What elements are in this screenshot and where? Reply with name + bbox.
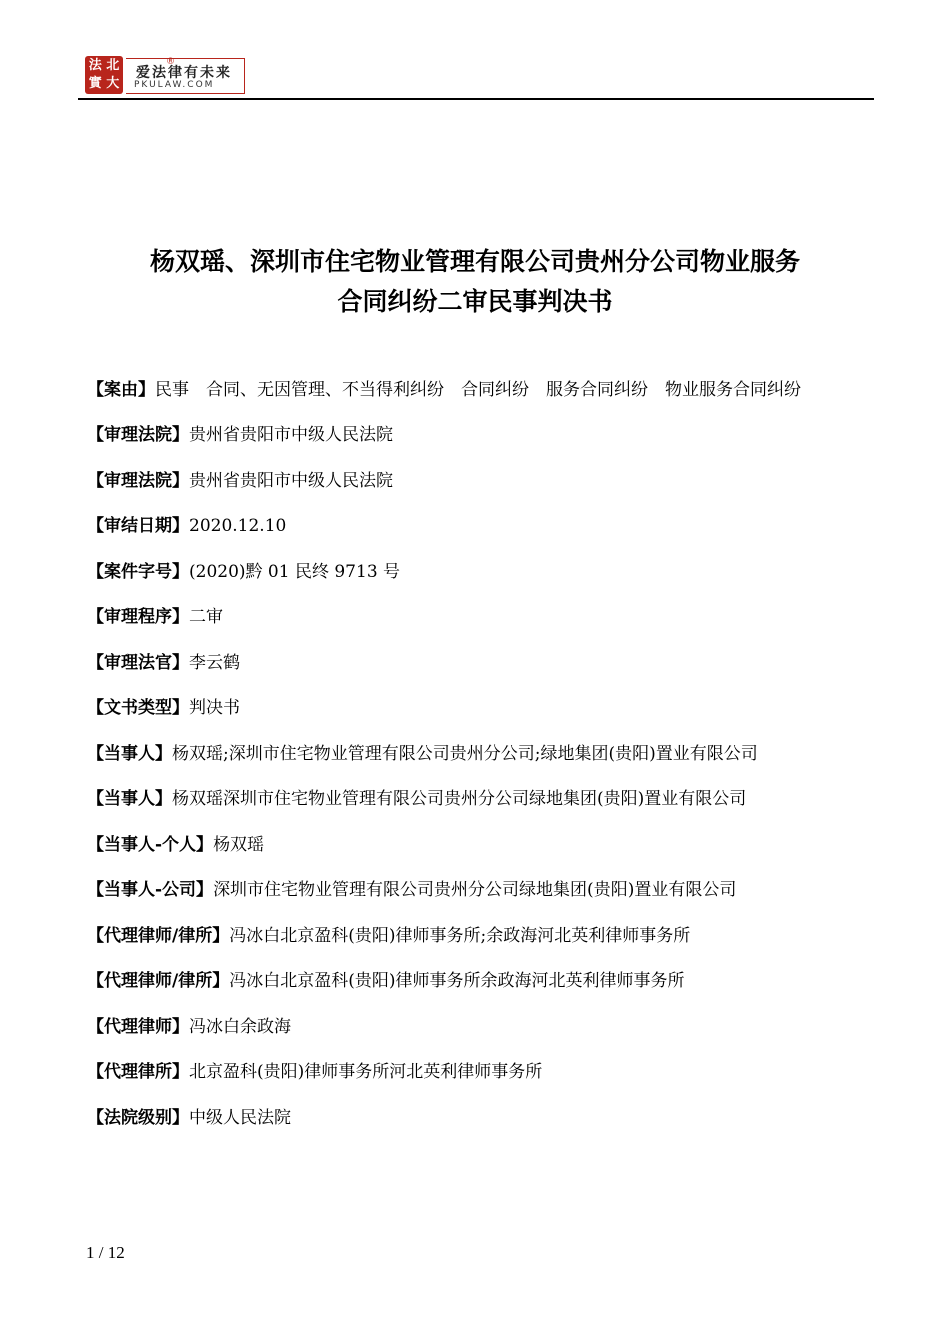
field-value: 贵州省贵阳市中级人民法院: [189, 470, 393, 491]
field-label: 【案由】: [87, 380, 155, 400]
field-lawyer-firm: [87, 914, 867, 960]
field-label: 【法院级别】: [87, 1107, 189, 1128]
pkulaw-seal-logo: [85, 56, 123, 94]
field-label: 【当事人】: [87, 789, 172, 809]
field-value: 二审: [189, 607, 223, 627]
page-header: [78, 54, 874, 100]
field-value: 杨双瑶: [213, 834, 265, 855]
metadata-fields: [87, 368, 867, 1141]
logo-domain: PKULAW.COM: [134, 80, 215, 90]
field-cause: [87, 368, 867, 413]
field-value: 杨双瑶;深圳市住宅物业管理有限公司贵州分公司;绿地集团(贵阳)置业有限公司: [172, 743, 758, 764]
field-label: 【当事人-公司】: [87, 880, 214, 900]
field-value: 贵州省贵阳市中级人民法院: [189, 425, 393, 445]
logo-char: 法: [88, 58, 102, 73]
field-label: 【当事人】: [87, 743, 172, 764]
field-label: 【审结日期】: [87, 516, 189, 536]
field-label: 【审理法院】: [87, 425, 189, 445]
field-procedure: [87, 595, 867, 641]
field-parties: [87, 732, 867, 778]
logo-slogan: 爱法律有未来: [136, 65, 232, 81]
field-value: 冯冰白余政海: [189, 1016, 291, 1037]
title-line-1: 杨双瑶、深圳市住宅物业管理有限公司贵州分公司物业服务: [149, 247, 800, 276]
field-value: 判决书: [189, 698, 240, 718]
logo-char: 實: [88, 75, 102, 91]
page-number: 1 / 12: [86, 1243, 125, 1262]
field-label: 【审理程序】: [87, 607, 189, 627]
field-party-company: [87, 868, 867, 914]
field-value: 北京盈科(贵阳)律师事务所河北英利律师事务所: [189, 1062, 543, 1082]
field-label: 【审理法官】: [87, 652, 189, 673]
field-lawyer: [87, 1005, 867, 1051]
field-court: [87, 459, 867, 505]
logo-char: 大: [106, 75, 120, 91]
field-label: 【案件字号】: [87, 561, 189, 582]
field-lawyer-firm: [87, 959, 867, 1005]
title-line-2: 合同纠纷二审民事判决书: [337, 287, 613, 316]
field-label: 【代理律师/律所】: [87, 971, 230, 991]
field-label: 【审理法院】: [87, 470, 189, 491]
registered-mark: ®: [166, 57, 175, 67]
field-value: 冯冰白北京盈科(贵阳)律师事务所余政海河北英利律师事务所: [229, 971, 685, 991]
field-value: 深圳市住宅物业管理有限公司贵州分公司绿地集团(贵阳)置业有限公司: [213, 880, 737, 900]
field-law-firm: [87, 1050, 867, 1096]
field-court-level: [87, 1096, 867, 1142]
field-value: (2020)黔 01 民终 9713 号: [189, 561, 401, 582]
logo-wordmark: [126, 58, 245, 94]
field-party-individual: [87, 823, 867, 869]
field-case-number: [87, 550, 867, 596]
field-parties: [87, 777, 867, 823]
field-value: 杨双瑶深圳市住宅物业管理有限公司贵州分公司绿地集团(贵阳)置业有限公司: [172, 789, 747, 809]
field-date: [87, 504, 867, 550]
field-value: 2020.12.10: [189, 516, 287, 536]
field-label: 【代理律所】: [87, 1062, 189, 1082]
field-court: [87, 413, 867, 459]
field-value: 李云鹤: [189, 652, 240, 673]
document-title: [80, 242, 870, 322]
field-label: 【代理律师/律所】: [87, 925, 230, 946]
field-judge: [87, 641, 867, 687]
field-value: 冯冰白北京盈科(贵阳)律师事务所;余政海河北英利律师事务所: [229, 925, 691, 946]
logo-char: 北: [106, 58, 120, 73]
field-label: 【当事人-个人】: [87, 834, 214, 855]
field-label: 【文书类型】: [87, 698, 189, 718]
field-value: 中级人民法院: [189, 1107, 291, 1128]
field-value: 民事 合同、无因管理、不当得利纠纷 合同纠纷 服务合同纠纷 物业服务合同纠纷: [155, 380, 801, 400]
field-doc-type: [87, 686, 867, 732]
field-label: 【代理律师】: [87, 1016, 189, 1037]
